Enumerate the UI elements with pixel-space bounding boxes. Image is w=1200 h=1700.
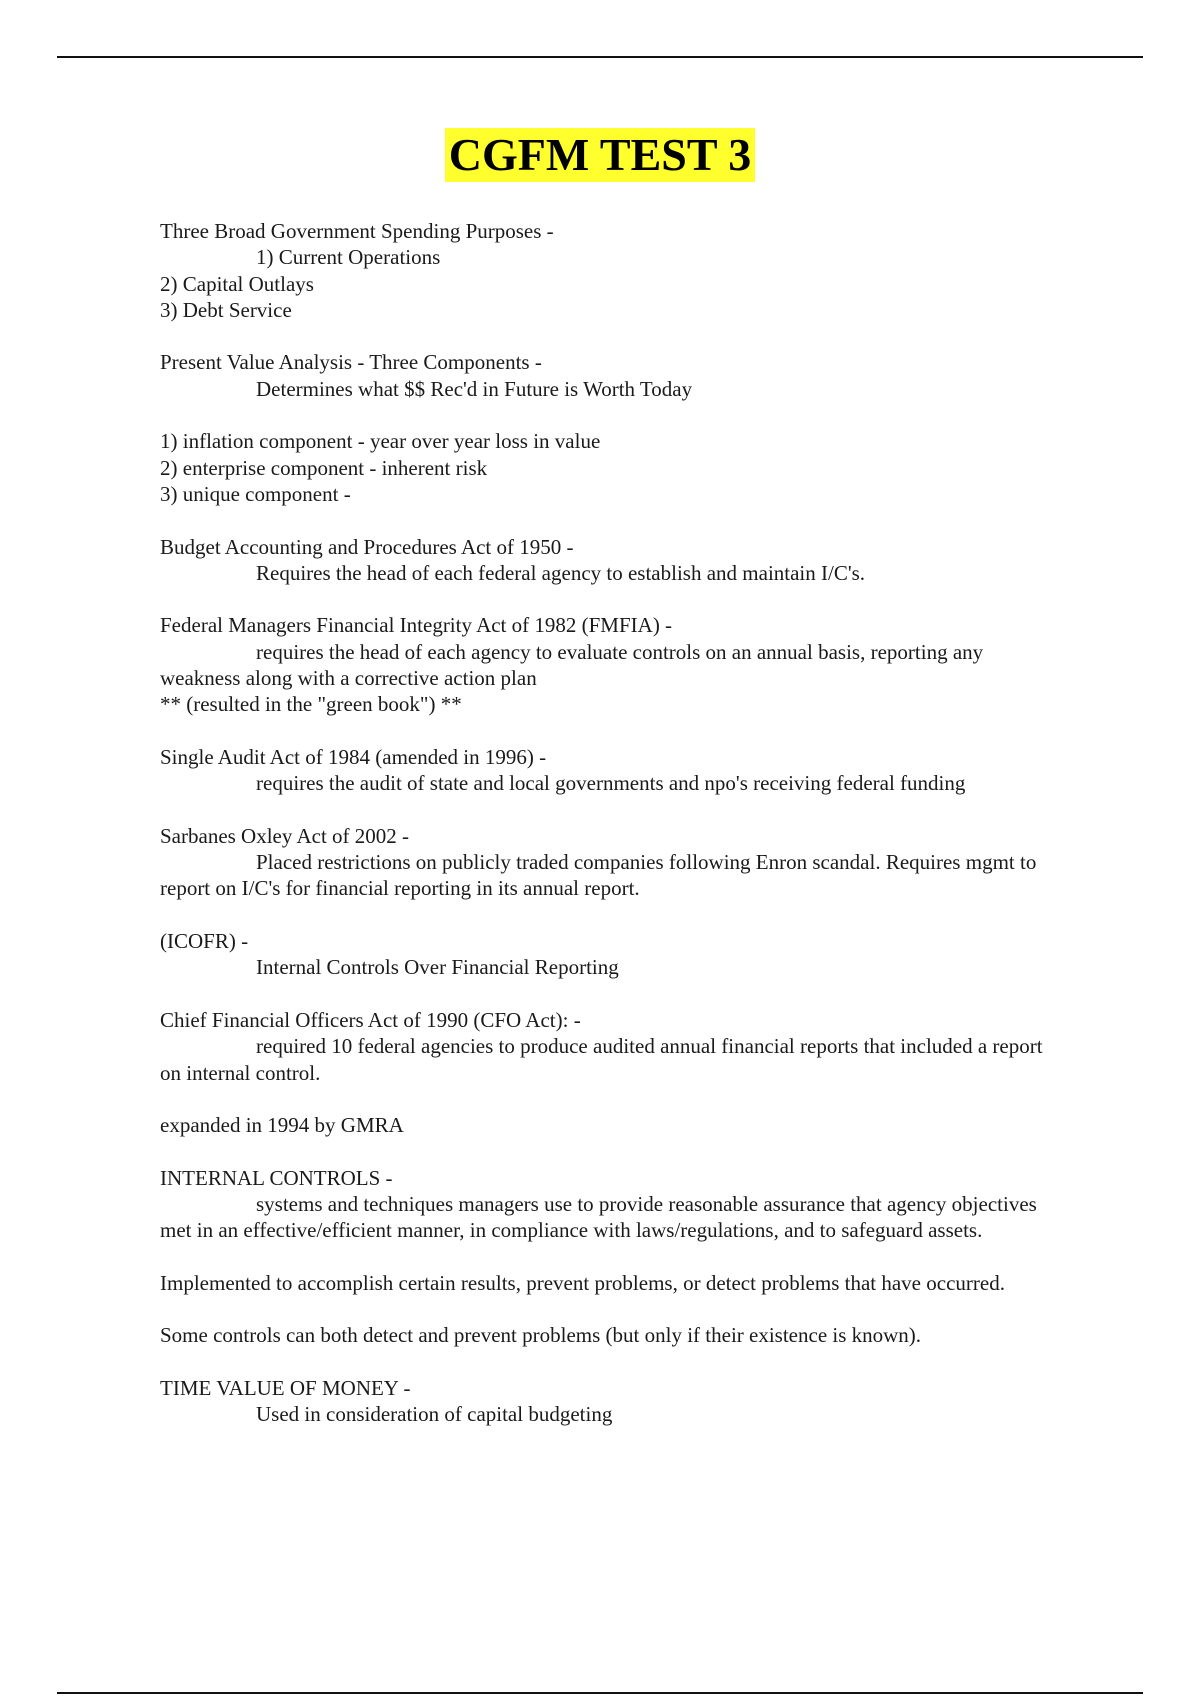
definition-line: required 10 federal agencies to produce audited annual financial reports that included a report on internal control. xyxy=(160,1034,1043,1085)
spacer xyxy=(160,797,1060,823)
term-heading: Sarbanes Oxley Act of 2002 - xyxy=(160,823,410,848)
list-line: 2) Capital Outlays xyxy=(160,271,314,296)
spacer xyxy=(160,1296,1060,1322)
note-line: expanded in 1994 by GMRA xyxy=(160,1113,404,1138)
term-heading: Three Broad Government Spending Purposes - xyxy=(160,219,554,243)
spacer xyxy=(160,586,1060,612)
spacer xyxy=(160,1138,1060,1164)
spacer xyxy=(160,402,1060,428)
list-line: 2) enterprise component - inherent risk xyxy=(160,455,488,480)
spacer xyxy=(160,1244,1060,1270)
term-heading: Budget Accounting and Procedures Act of 1950 - xyxy=(160,534,574,559)
definition-line: systems and techniques managers use to provide reasonable assurance that agency objectives met in an effective/efficient manner, in compliance with laws/regulations, and to safeguard assets. xyxy=(160,1191,1037,1243)
spacer xyxy=(160,718,1060,744)
definition-line: Determines what $$ Rec'd in Future is Worth Today xyxy=(256,376,693,401)
term-heading: Present Value Analysis - Three Components - xyxy=(160,350,542,375)
list-line: 3) Debt Service xyxy=(160,297,292,322)
spacer xyxy=(160,507,1060,533)
note-line: Implemented to accomplish certain results, prevent problems, or detect problems that have occurred. xyxy=(160,1270,1005,1295)
term-heading: TIME VALUE OF MONEY - xyxy=(160,1376,411,1401)
spacer xyxy=(160,902,1060,928)
note-line: Some controls can both detect and prevent problems (but only if their existence is known). xyxy=(160,1323,922,1348)
definition-line: requires the audit of state and local governments and npo's receiving federal funding xyxy=(256,771,966,796)
list-line: 1) inflation component - year over year loss in value xyxy=(160,429,601,454)
title-container xyxy=(0,128,1200,182)
note-line: ** (resulted in the "green book") ** xyxy=(160,692,462,717)
definition-line: Internal Controls Over Financial Reporting xyxy=(256,955,619,980)
document-body xyxy=(160,218,1060,1428)
term-heading: (ICOFR) - xyxy=(160,929,249,954)
bottom-rule xyxy=(57,1692,1143,1694)
top-rule xyxy=(57,56,1143,58)
spacer xyxy=(160,1349,1060,1375)
definition-line: Placed restrictions on publicly traded companies following Enron scandal. Requires mgmt to report on I/C's for financial reporting in its annual report. xyxy=(160,850,1037,901)
term-heading: INTERNAL CONTROLS - xyxy=(160,1165,393,1190)
list-line: 3) unique component - xyxy=(160,481,351,506)
definition-line: 1) Current Operations xyxy=(256,245,441,270)
term-heading: Chief Financial Officers Act of 1990 (CFO Act): - xyxy=(160,1007,581,1032)
term-heading: Federal Managers Financial Integrity Act of 1982 (FMFIA) - xyxy=(160,613,673,638)
document-title: CGFM TEST 3 xyxy=(445,128,755,182)
spacer xyxy=(160,323,1060,349)
spacer xyxy=(160,981,1060,1007)
definition-line: Requires the head of each federal agency to establish and maintain I/C's. xyxy=(256,560,866,585)
term-heading: Single Audit Act of 1984 (amended in 1996) - xyxy=(160,744,547,769)
definition-line: requires the head of each agency to evaluate controls on an annual basis, reporting any weakness along with a corrective action plan xyxy=(160,639,984,691)
spacer xyxy=(160,1086,1060,1112)
definition-line: Used in consideration of capital budgeting xyxy=(256,1402,613,1427)
